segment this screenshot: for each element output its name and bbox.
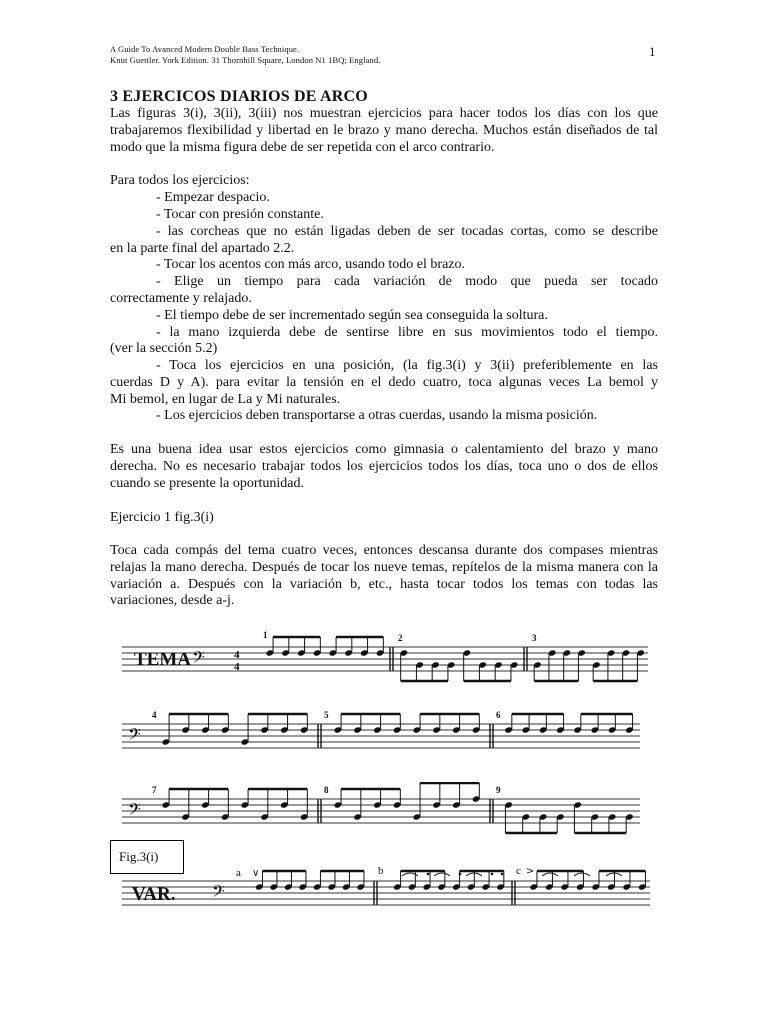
time-signature-bottom: 4 — [234, 661, 240, 673]
measure-notes — [162, 783, 634, 833]
time-signature-top: 4 — [234, 649, 240, 661]
music-staff-variations — [110, 862, 658, 918]
accent-icon: > — [526, 866, 535, 877]
list-item: - Los ejercicios deben transportarse a otras cuerdas, usando la misma posición. — [156, 408, 598, 423]
list-item: - Toca los ejercicios en una posición, (la fig.3(i) y 3(ii) preferiblemente en las — [156, 358, 658, 373]
bar-number: 6 — [496, 710, 501, 720]
instructions-paragraph: Toca cada compás del tema cuatro veces, entonces descansa durante dos compases mientras relajas la mano derecha. Después de tocar los nueve temas, repítelos de la misma manera con la variación a. Después con la variación b, etc., hasta tocar todos los temas con todas las variaciones, desde a-j. — [110, 543, 658, 609]
list-item: - la mano izquierda debe de sentirse libre en sus movimientos todo el tiempo. — [156, 325, 658, 340]
bar-number: 7 — [152, 785, 157, 795]
var-label: VAR. — [132, 884, 176, 905]
warmup-paragraph: Es una buena idea usar estos ejercicios como gimnasia o calentamiento del brazo y mano derecha. No es necesario trabajar todos los ejercicios todos los días, toca uno o dos de ellos cuando se presente la oportunidad. — [110, 442, 658, 491]
bar-number: 9 — [496, 785, 501, 795]
list-item-continued: correctamente y relajado. — [110, 291, 252, 306]
slur-marks — [402, 873, 622, 876]
exercise-label: Ejercicio 1 fig.3(i) — [110, 510, 214, 525]
music-staff-tema — [110, 628, 658, 688]
list-item: - El tiempo debe de ser incrementado según sea conseguida la soltura. — [156, 308, 548, 323]
bass-clef-icon: 𝄢 — [128, 799, 141, 823]
list-item: - Empezar despacio. — [156, 190, 270, 205]
up-bow-icon: ∨ — [252, 868, 260, 879]
bass-clef-icon: 𝄢 — [192, 647, 205, 671]
tema-label: TEMA — [134, 649, 191, 670]
music-staff-2 — [110, 707, 658, 763]
bar-number: 5 — [324, 710, 329, 720]
list-item: - Elige un tiempo para cada variación de modo que pueda ser tocado — [156, 274, 658, 289]
list-heading: Para todos los ejercicios: — [110, 173, 250, 188]
section-title: 3 EJERCICOS DIARIOS DE ARCO — [110, 88, 368, 105]
list-item-continued: (ver la sección 5.2) — [110, 341, 218, 356]
list-item-continued: en la parte final del apartado 2.2. — [110, 241, 295, 256]
music-staff-3 — [110, 782, 658, 840]
figure-caption-text: Fig.3(i) — [119, 849, 159, 864]
variation-letter: c — [516, 865, 521, 877]
bar-number: 8 — [324, 785, 329, 795]
page-number: 1 — [649, 44, 656, 59]
bar-number: 1 — [263, 630, 268, 640]
header-publisher: Knut Guettler. York Edition. 31 Thornhill Square, London N1 1BQ; England. — [110, 55, 381, 65]
bass-clef-icon: 𝄢 — [128, 724, 141, 748]
header-book-title: A Guide To Avanced Modern Double Bass Technique. — [110, 44, 300, 54]
list-item: - Tocar con presión constante. — [156, 207, 324, 222]
variation-letter: a — [236, 867, 241, 879]
bar-number: 4 — [152, 710, 157, 720]
bass-clef-icon: 𝄢 — [212, 881, 225, 905]
bar-number: 3 — [532, 633, 537, 643]
variation-letter: b — [378, 865, 384, 877]
list-item: - Tocar los acentos con más arco, usando todo el brazo. — [156, 257, 465, 272]
list-item-continued: Mi bemol, en lugar de La y Mi naturales. — [110, 392, 341, 407]
intro-paragraph: Las figuras 3(i), 3(ii), 3(iii) nos muestran ejercicios para hacer todos los días con los que trabajaremos flexibilidad y libertad en le brazo y mano derecha. Muchos están diseñados de tal modo que la misma figura debe de ser repetida con el arco contrario. — [110, 106, 658, 155]
list-item: - las corcheas que no están ligadas deben de ser tocadas cortas, como se describe — [156, 224, 658, 239]
list-item-continued: cuerdas D y A). para evitar la tensión en el dedo cuatro, toca algunas veces La bemol y — [110, 375, 658, 390]
bar-number: 2 — [398, 633, 403, 643]
